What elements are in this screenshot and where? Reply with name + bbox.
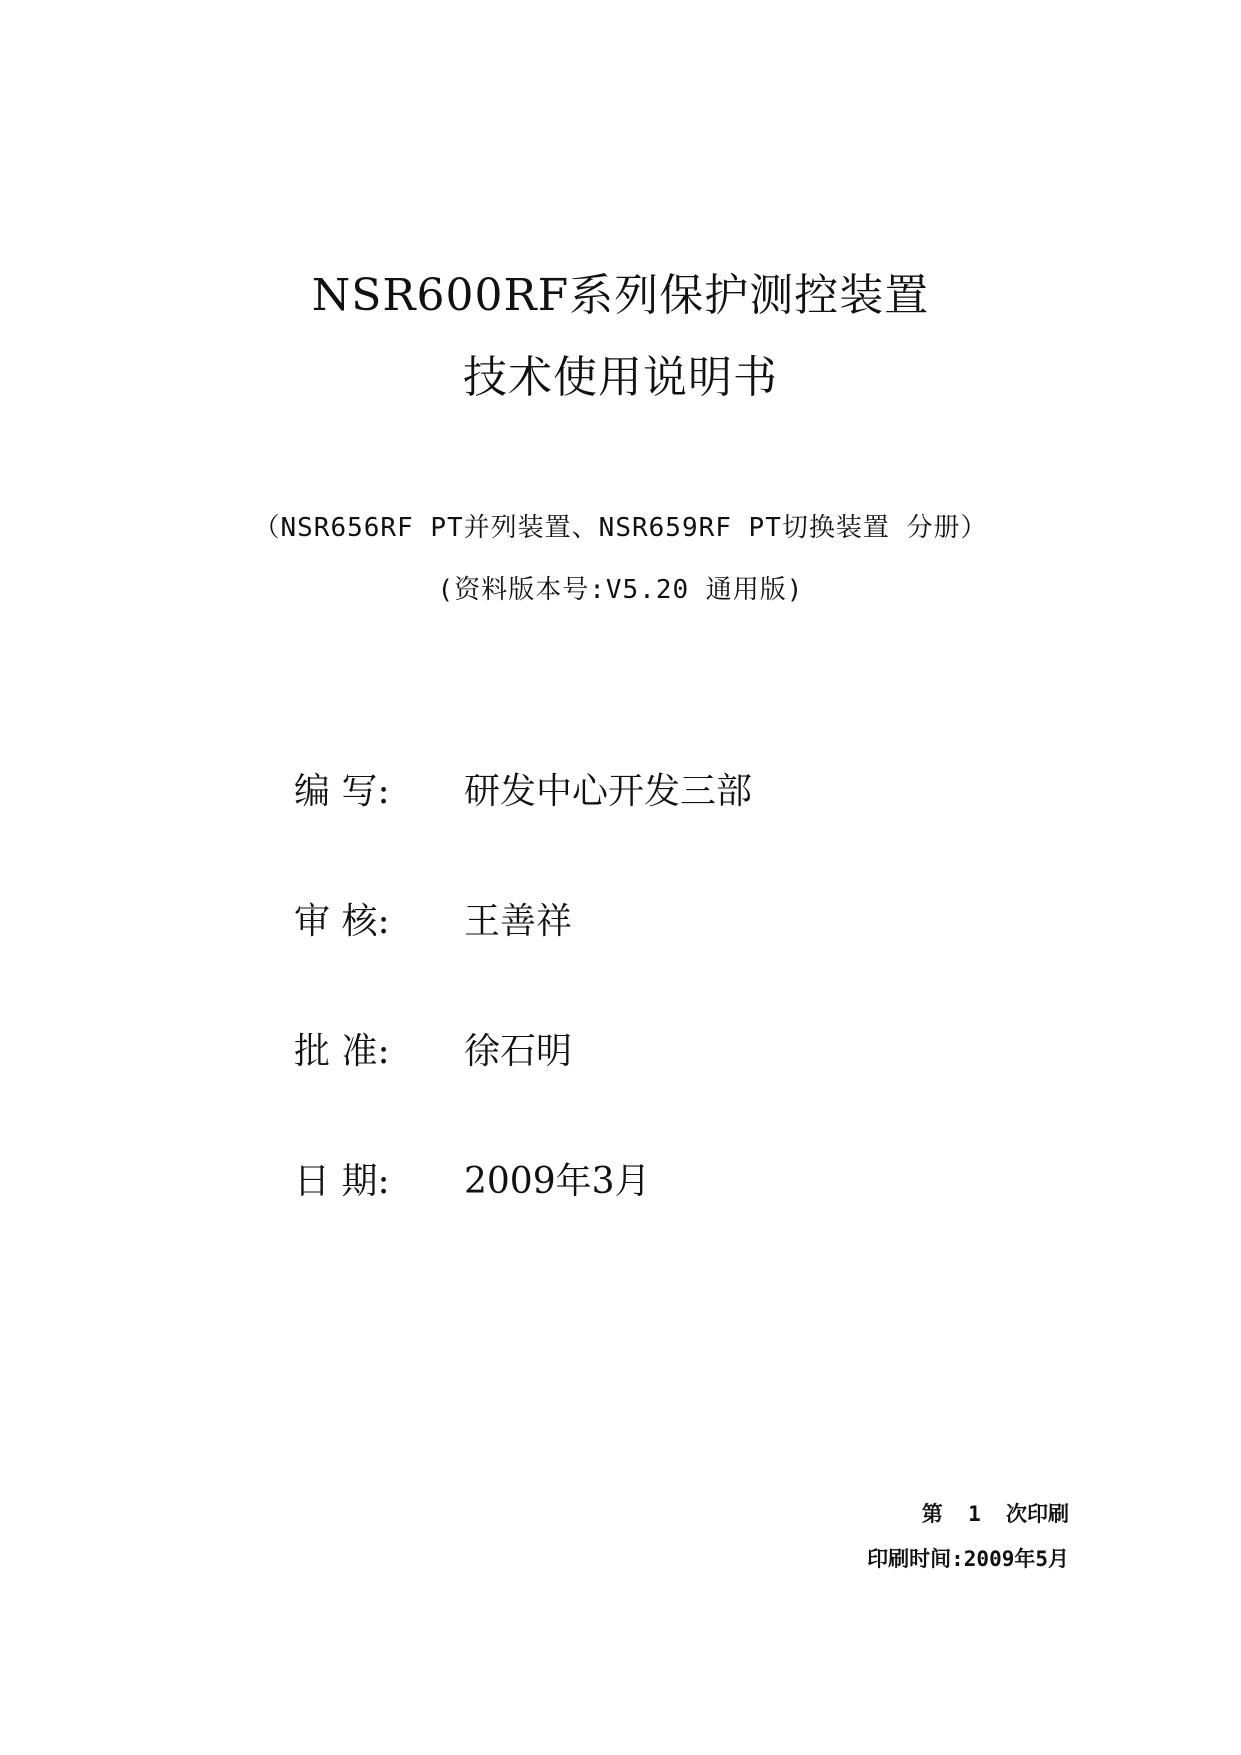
review-label: 审 核: <box>294 900 390 942</box>
print-time: 印刷时间:2009年5月 <box>867 1547 1069 1571</box>
author-row <box>294 763 752 813</box>
author-value: 研发中心开发三部 <box>464 770 753 812</box>
document-subtitle-volume: （NSR656RF PT并列装置、NSR659RF PT切换装置 分册） <box>253 513 988 543</box>
date-value: 2009年3月 <box>464 1160 651 1202</box>
document-title-line-2: 技术使用说明书 <box>463 352 778 403</box>
approve-row <box>294 1023 572 1073</box>
approve-value: 徐石明 <box>464 1030 573 1072</box>
document-subtitle-version: (资料版本号:V5.20 通用版) <box>437 575 804 605</box>
document-title-line-1: NSR600RF系列保护测控装置 <box>311 270 930 321</box>
print-count: 第 1 次印刷 <box>921 1502 1069 1526</box>
date-label: 日 期: <box>294 1160 390 1202</box>
review-row <box>294 893 572 943</box>
author-label: 编 写: <box>294 770 390 812</box>
review-value: 王善祥 <box>464 900 573 942</box>
approve-label: 批 准: <box>294 1030 390 1072</box>
date-row <box>294 1153 651 1203</box>
